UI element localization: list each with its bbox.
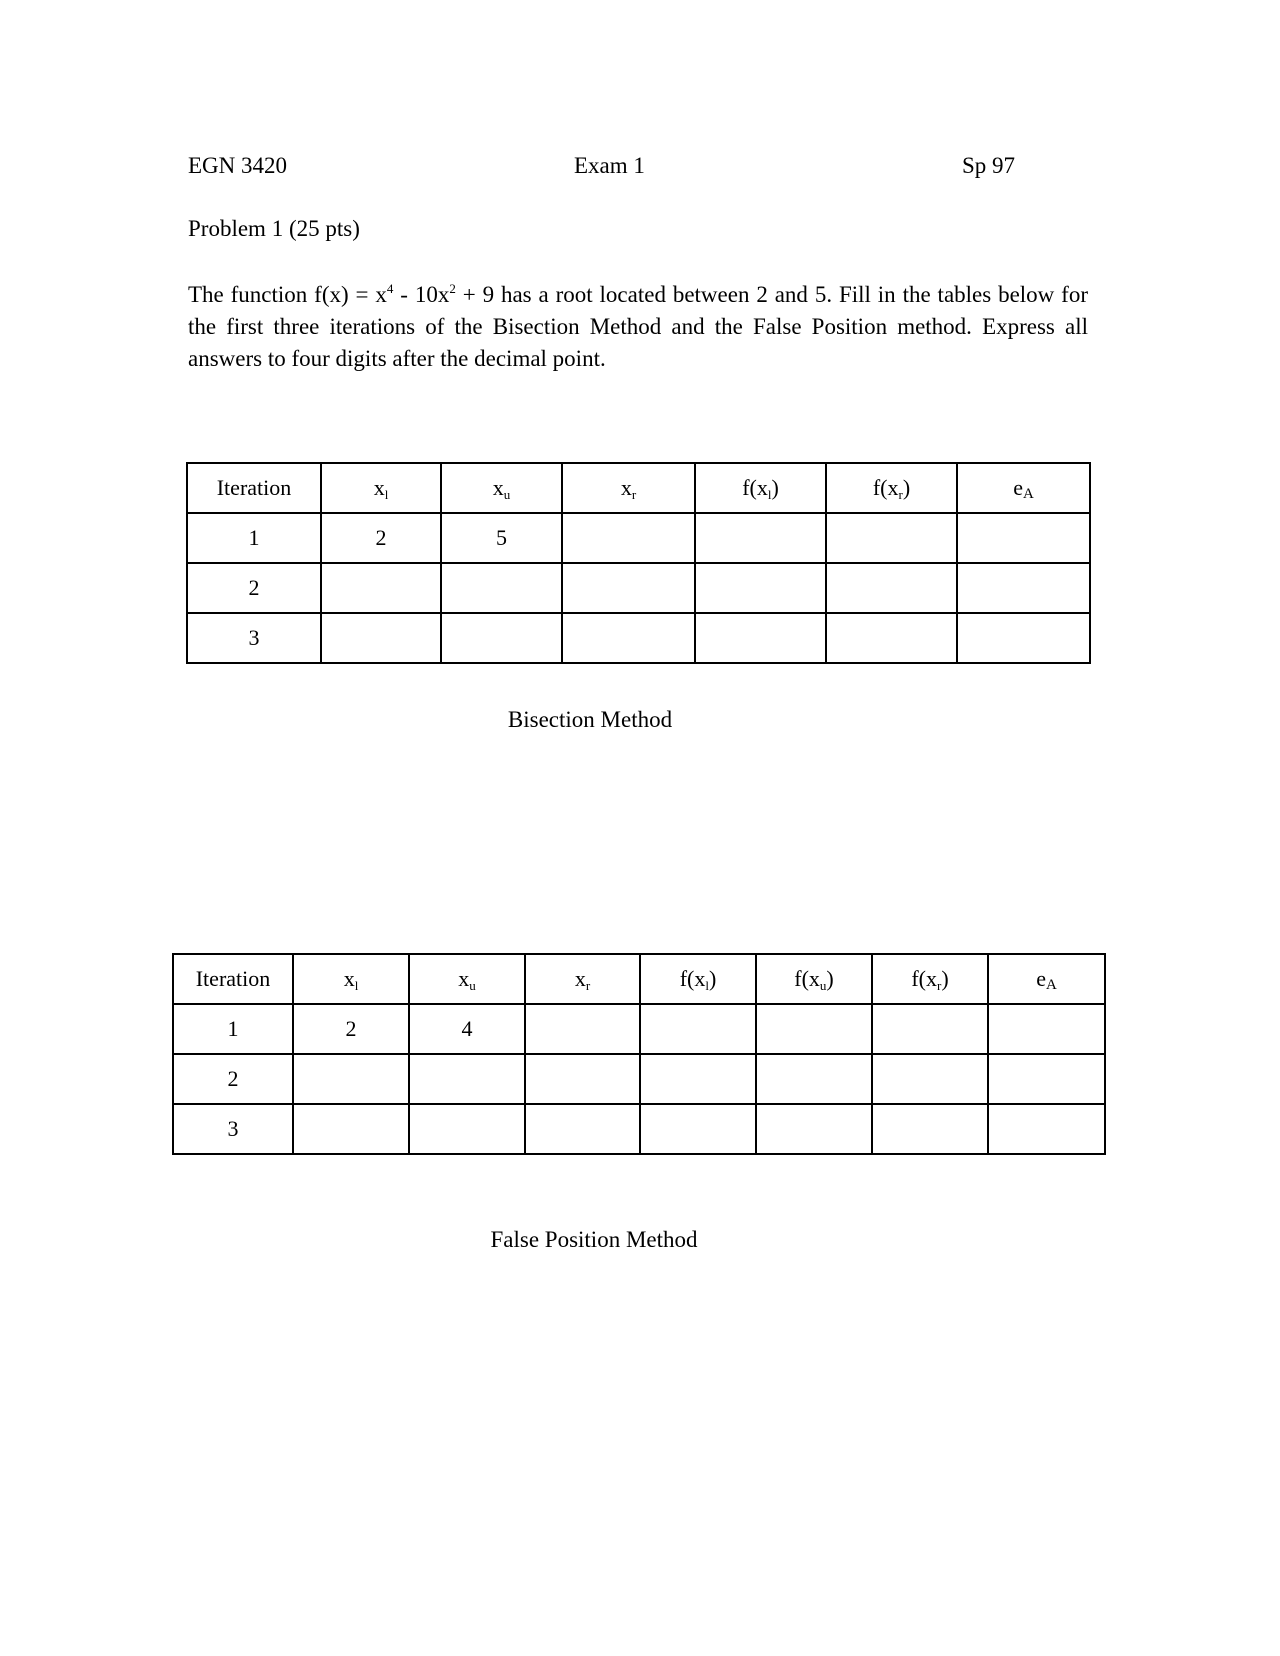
header-close: ) xyxy=(941,966,949,991)
header-subscript: l xyxy=(767,487,772,502)
header-close: ) xyxy=(826,966,834,991)
exam-title: Exam 1 xyxy=(574,153,645,178)
table-cell xyxy=(957,563,1090,613)
header-cell xyxy=(826,463,957,513)
bisection-table xyxy=(186,462,1091,664)
header-subscript: u xyxy=(819,978,827,993)
table-cell xyxy=(957,613,1090,663)
table-cell xyxy=(409,1054,525,1104)
header-cell xyxy=(872,954,988,1004)
table-cell xyxy=(525,1054,640,1104)
table-cell xyxy=(826,513,957,563)
header-base: e xyxy=(1036,966,1046,991)
header-cell xyxy=(293,954,409,1004)
header-cell xyxy=(756,954,872,1004)
table-cell xyxy=(321,563,441,613)
header-close: ) xyxy=(771,475,779,500)
header-cell xyxy=(988,954,1105,1004)
table-cell xyxy=(988,1004,1105,1054)
table-cell xyxy=(756,1054,872,1104)
iteration-cell: 2 xyxy=(187,563,321,613)
table-cell xyxy=(562,613,695,663)
table-cell xyxy=(826,613,957,663)
table-cell xyxy=(293,1054,409,1104)
table-row xyxy=(187,613,1090,663)
table-cell xyxy=(695,613,826,663)
header-base: x xyxy=(620,475,632,500)
false-position-caption: False Position Method xyxy=(490,1227,698,1252)
header-subscript: u xyxy=(469,978,476,993)
table-cell xyxy=(695,563,826,613)
header-cell xyxy=(640,954,756,1004)
table-cell xyxy=(988,1054,1105,1104)
problem-text-part-3: + 9 has a root located between 2 and 5. Fill in the tables below for the first three iterations of the Bisection Method and the False Position method. Express all answers to four digits after the decimal point. xyxy=(188,282,1088,371)
table-cell xyxy=(321,613,441,663)
problem-title: Problem 1 (25 pts) xyxy=(188,216,360,241)
table-cell xyxy=(695,513,826,563)
header-cell xyxy=(409,954,525,1004)
problem-statement xyxy=(188,279,1088,375)
table-cell xyxy=(293,1104,409,1154)
header-base: Iteration xyxy=(216,475,292,500)
header-base: x xyxy=(373,475,385,500)
exam-term: Sp 97 xyxy=(962,153,1016,178)
header-base: x xyxy=(574,966,586,991)
header-subscript: A xyxy=(1045,977,1057,993)
problem-text-part-2: - 10x xyxy=(393,282,450,307)
course-code: EGN 3420 xyxy=(188,153,288,178)
table-cell xyxy=(640,1104,756,1154)
table-row xyxy=(173,1054,1105,1104)
table-cell: 2 xyxy=(321,513,441,563)
header-subscript: u xyxy=(503,487,511,502)
table-row xyxy=(173,1004,1105,1054)
table-cell xyxy=(957,513,1090,563)
table-cell xyxy=(441,613,562,663)
header-base: f(x xyxy=(794,966,820,991)
header-subscript: r xyxy=(585,978,591,993)
iteration-cell: 3 xyxy=(187,613,321,663)
header-cell xyxy=(957,463,1090,513)
table-cell xyxy=(826,563,957,613)
false-position-table xyxy=(172,953,1106,1155)
table-row xyxy=(187,513,1090,563)
table-cell xyxy=(525,1004,640,1054)
bisection-caption: Bisection Method xyxy=(507,707,673,732)
header-close: ) xyxy=(902,475,911,500)
header-base: x xyxy=(458,966,470,991)
table-cell xyxy=(525,1104,640,1154)
header-cell xyxy=(695,463,826,513)
table-cell xyxy=(409,1104,525,1154)
header-subscript: r xyxy=(631,487,637,502)
header-cell xyxy=(441,463,562,513)
header-subscript: r xyxy=(936,978,942,993)
table-row xyxy=(187,563,1090,613)
iteration-cell: 2 xyxy=(173,1054,293,1104)
table-cell: 4 xyxy=(409,1004,525,1054)
table-cell: 5 xyxy=(441,513,562,563)
false-position-table-body xyxy=(173,954,1105,1154)
exponent-2: 2 xyxy=(449,281,456,296)
header-subscript: l xyxy=(384,487,389,502)
table-cell xyxy=(441,563,562,613)
header-cell xyxy=(187,463,321,513)
table-cell xyxy=(640,1004,756,1054)
table-cell: 2 xyxy=(293,1004,409,1054)
iteration-cell: 1 xyxy=(187,513,321,563)
table-cell xyxy=(988,1104,1105,1154)
exponent-4: 4 xyxy=(386,281,394,296)
table-cell xyxy=(562,513,695,563)
header-base: Iteration xyxy=(195,966,271,991)
header-subscript: l xyxy=(354,978,359,993)
header-subscript: A xyxy=(1022,486,1034,502)
problem-text-part-1: The function f(x) = x xyxy=(188,282,387,307)
header-cell xyxy=(321,463,441,513)
header-subscript: r xyxy=(898,487,903,502)
header-base: f(x xyxy=(872,475,899,500)
header-close: ) xyxy=(708,966,717,991)
table-cell xyxy=(756,1004,872,1054)
header-cell xyxy=(173,954,293,1004)
header-base: f(x xyxy=(742,475,768,500)
header-base: f(x xyxy=(679,966,706,991)
table-cell xyxy=(872,1004,988,1054)
table-cell xyxy=(562,563,695,613)
header-row xyxy=(173,954,1105,1004)
table-cell xyxy=(756,1104,872,1154)
header-base: x xyxy=(343,966,355,991)
bisection-table-body xyxy=(187,463,1090,663)
table-cell xyxy=(872,1054,988,1104)
table-cell xyxy=(640,1054,756,1104)
iteration-cell: 1 xyxy=(173,1004,293,1054)
header-subscript: l xyxy=(705,978,709,993)
iteration-cell: 3 xyxy=(173,1104,293,1154)
header-cell xyxy=(525,954,640,1004)
header-base: x xyxy=(492,475,504,500)
header-base: e xyxy=(1013,475,1023,500)
header-cell xyxy=(562,463,695,513)
header-base: f(x xyxy=(911,966,937,991)
table-row xyxy=(173,1104,1105,1154)
header-row xyxy=(187,463,1090,513)
table-cell xyxy=(872,1104,988,1154)
